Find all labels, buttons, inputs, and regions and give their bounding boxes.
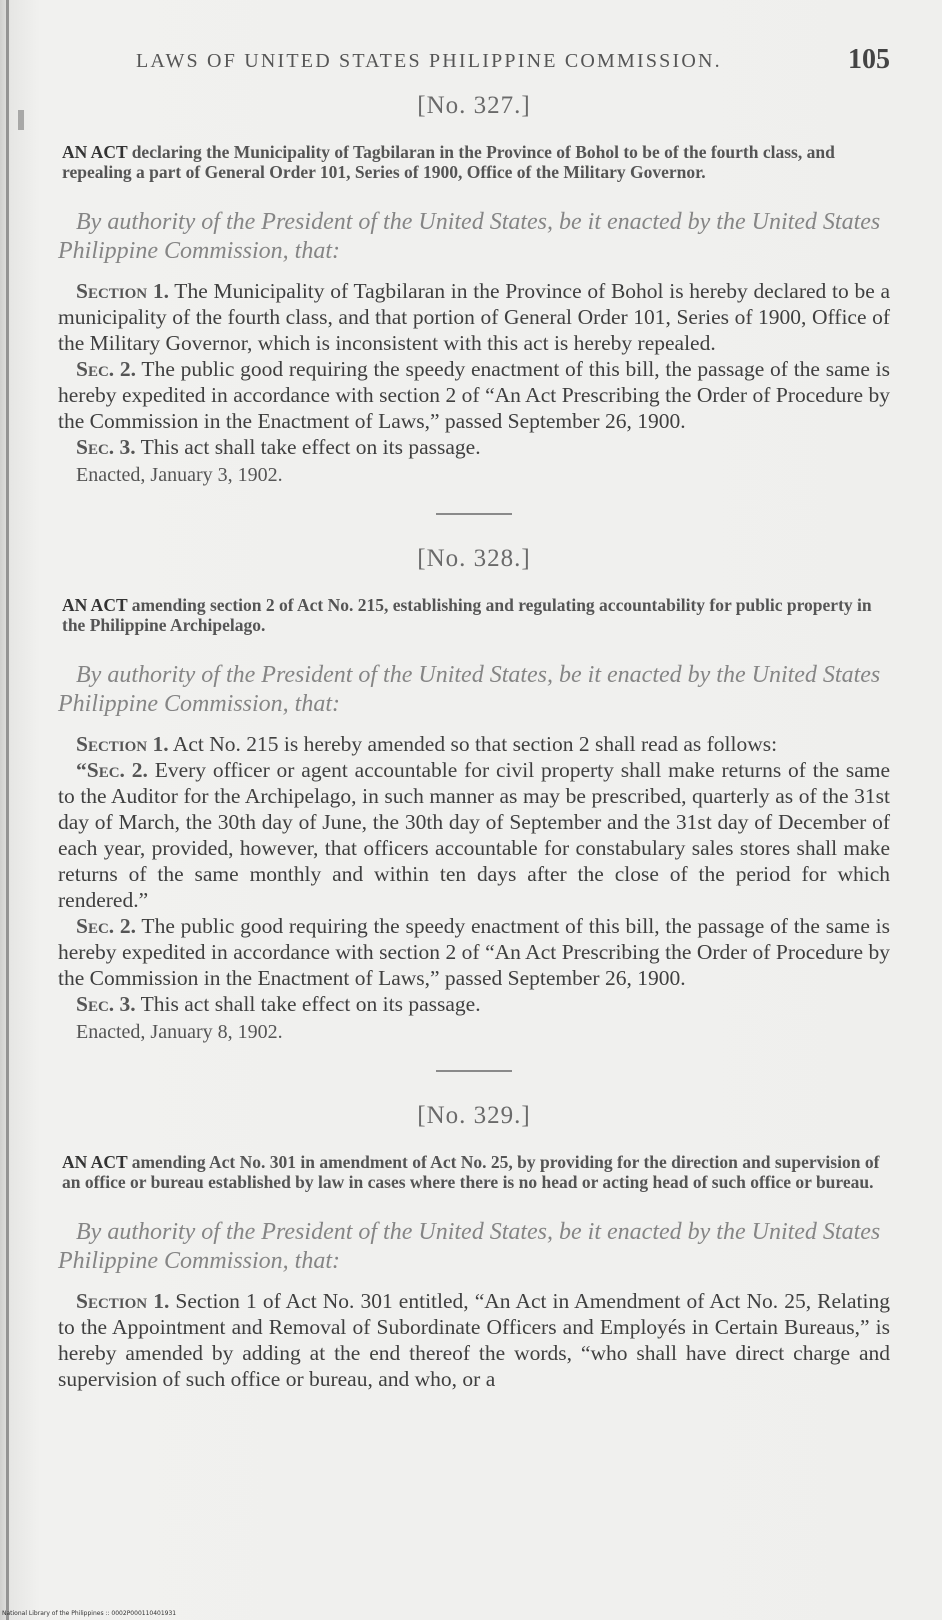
section-text: The public good requiring the speedy enactment of this bill, the passage of the same is hereby expedited in accordance with section 2 of “An Act Prescribing the Order of Procedure by the Commission in the Enactment of Laws,” passed September 26, 1900.: [58, 357, 891, 433]
act-title: [62, 142, 890, 182]
act-title: [62, 1152, 890, 1192]
act-title-lead: AN ACT: [62, 142, 128, 162]
section-paragraph: [58, 757, 890, 913]
act-title-text: amending Act No. 301 in amendment of Act No. 25, by providing for the direction and supervision of an office or bureau established by law in cases where there is no head or acting head of such office or bureau.: [62, 1152, 880, 1192]
enacting-clause: By authority of the President of the United States, be it enacted by the United States Philippine Commission, that:: [58, 662, 881, 717]
section-text: Act No. 215 is hereby amended so that section 2 shall read as follows:: [168, 732, 778, 756]
act-title-text: declaring the Municipality of Tagbilaran in the Province of Bohol to be of the fourth class, and repealing a part of General Order 101, Series of 1900, Office of the Military Governor.: [62, 142, 835, 182]
section-paragraph: [58, 434, 890, 460]
act-327: [58, 92, 890, 487]
section-paragraph: [58, 278, 890, 356]
binding-edge: [6, 0, 9, 1620]
section-label: Sec. 3.: [76, 435, 136, 459]
act-title-lead: AN ACT: [62, 1152, 128, 1172]
divider-rule: [436, 513, 512, 515]
enacting-clause: By authority of the President of the United States, be it enacted by the United States Philippine Commission, that:: [58, 1219, 881, 1274]
act-number: [No. 329.]: [417, 1102, 531, 1129]
section-label: “Sec. 2.: [76, 758, 148, 782]
scan-footer: National Library of the Philippines :: 0002P000110401931: [2, 1610, 177, 1617]
act-329: [58, 1102, 890, 1392]
page-content: [58, 40, 890, 1392]
section-text: Every officer or agent accountable for civil property shall make returns of the same to the Auditor for the Archipelago, in such manner as may be prescribed, quarterly as of the 31st day of March, the 30th day of June, the 30th day of September and the 31st day of December of each year, provided, however, that officers accountable for constabulary sales stores shall make returns of the same monthly and within ten days after the close of the period for which rendered.”: [58, 758, 891, 912]
section-label: Section 1.: [76, 732, 169, 756]
section-label: Sec. 2.: [76, 357, 137, 381]
act-title-text: amending section 2 of Act No. 215, establishing and regulating accountability for public property in the Philippine Archipelago.: [62, 595, 872, 635]
divider-rule: [436, 1070, 512, 1072]
act-328: [58, 545, 890, 1044]
section-paragraph: [58, 1288, 890, 1392]
act-number: [No. 328.]: [417, 545, 531, 572]
section-paragraph: [58, 731, 890, 757]
section-text: The Municipality of Tagbilaran in the Province of Bohol is hereby declared to be a municipality of the fourth class, and that portion of General Order 101, Series of 1900, Office of the Military Governor, which is inconsistent with this act is hereby repealed.: [58, 279, 890, 355]
running-head-title: LAWS OF UNITED STATES PHILIPPINE COMMISSION.: [136, 50, 722, 72]
enacted-date: Enacted, January 8, 1902.: [76, 1021, 283, 1043]
section-paragraph: [58, 356, 890, 434]
section-text: This act shall take effect on its passage.: [135, 435, 481, 459]
act-number: [No. 327.]: [417, 92, 531, 119]
section-text: Section 1 of Act No. 301 entitled, “An Act in Amendment of Act No. 25, Relating to the Appointment and Removal of Subordinate Officers and Employés in Certain Bureaus,” is hereby amended by adding at the end thereof the words, “who shall have direct charge and supervision of such office or bureau, and who, or a: [58, 1289, 890, 1391]
binding-mark: [18, 110, 24, 130]
act-title: [62, 595, 890, 635]
act-title-lead: AN ACT: [62, 595, 128, 615]
section-paragraph: [58, 991, 890, 1017]
running-head: [58, 40, 890, 82]
section-label: Sec. 2.: [76, 914, 137, 938]
enacted-date: Enacted, January 3, 1902.: [76, 464, 283, 486]
enacting-clause: By authority of the President of the United States, be it enacted by the United States Philippine Commission, that:: [58, 209, 881, 264]
section-label: Sec. 3.: [76, 992, 136, 1016]
section-text: The public good requiring the speedy enactment of this bill, the passage of the same is hereby expedited in accordance with section 2 of “An Act Prescribing the Order of Procedure by the Commission in the Enactment of Laws,” passed September 26, 1900.: [58, 914, 891, 990]
section-text: This act shall take effect on its passage.: [135, 992, 481, 1016]
section-paragraph: [58, 913, 890, 991]
section-label: Section 1.: [76, 1289, 170, 1313]
page-number: 105: [848, 44, 890, 75]
section-label: Section 1.: [76, 279, 169, 303]
